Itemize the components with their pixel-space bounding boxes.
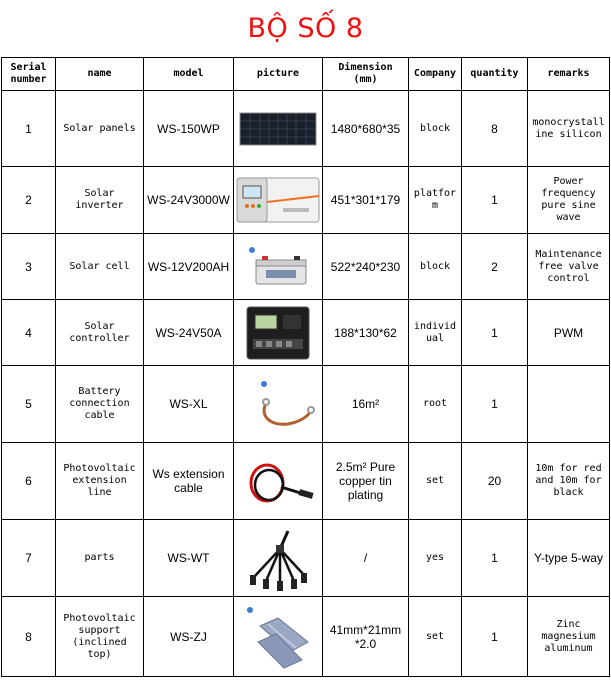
- table-row: [2, 520, 610, 597]
- cell-model: WS-24V3000W: [144, 167, 234, 234]
- cell-name: Battery connection cable: [56, 366, 144, 443]
- cell-remarks: monocrystalline silicon: [528, 91, 610, 167]
- cell-serial: 3: [2, 234, 56, 300]
- cell-quantity: 2: [462, 234, 528, 300]
- mounting-support-image: [238, 602, 318, 672]
- cell-model: WS-XL: [144, 366, 234, 443]
- cell-quantity: 1: [462, 167, 528, 234]
- cell-picture: [234, 443, 323, 520]
- cell-model: WS-12V200AH: [144, 234, 234, 300]
- cell-remarks: Power frequency pure sine wave: [528, 167, 610, 234]
- cell-company: block: [409, 91, 462, 167]
- cell-company: individual: [409, 300, 462, 366]
- page-title: BỘ SỐ 8: [247, 12, 364, 44]
- cell-quantity: 8: [462, 91, 528, 167]
- cell-model: Ws extension cable: [144, 443, 234, 520]
- cell-remarks: [528, 366, 610, 443]
- cell-company: block: [409, 234, 462, 300]
- battery-cable-image: [238, 374, 318, 434]
- header-serial: Serial number: [2, 58, 56, 91]
- cell-dimension: 41mm*21mm *2.0: [323, 597, 409, 677]
- table-row: [2, 234, 610, 300]
- cell-serial: 6: [2, 443, 56, 520]
- cell-model: WS-ZJ: [144, 597, 234, 677]
- cell-name: Photovoltaic support (inclined top): [56, 597, 144, 677]
- table-row: [2, 366, 610, 443]
- cell-serial: 8: [2, 597, 56, 677]
- header-company: Company: [409, 58, 462, 91]
- cell-name: Solar controller: [56, 300, 144, 366]
- cell-picture: [234, 234, 323, 300]
- cell-remarks: Maintenance free valve control: [528, 234, 610, 300]
- cell-serial: 1: [2, 91, 56, 167]
- cell-quantity: 1: [462, 520, 528, 597]
- cell-picture: [234, 597, 323, 677]
- cell-remarks: Y-type 5-way: [528, 520, 610, 597]
- cell-quantity: 20: [462, 443, 528, 520]
- cell-name: Solar panels: [56, 91, 144, 167]
- header-remarks: remarks: [528, 58, 610, 91]
- extension-cable-image: [237, 451, 319, 511]
- cell-company: set: [409, 597, 462, 677]
- cell-model: WS-WT: [144, 520, 234, 597]
- header-row: [2, 58, 610, 91]
- cell-model: WS-150WP: [144, 91, 234, 167]
- cell-name: parts: [56, 520, 144, 597]
- cell-remarks: Zinc magnesium aluminum: [528, 597, 610, 677]
- controller-image: [243, 303, 313, 363]
- cell-picture: [234, 366, 323, 443]
- cell-name: Photovoltaic extension line: [56, 443, 144, 520]
- header-dimension: Dimension (mm): [323, 58, 409, 91]
- cell-serial: 7: [2, 520, 56, 597]
- y-connector-image: [238, 525, 318, 591]
- header-name: name: [56, 58, 144, 91]
- cell-serial: 4: [2, 300, 56, 366]
- cell-picture: [234, 300, 323, 366]
- header-quantity: quantity: [462, 58, 528, 91]
- cell-dimension: 188*130*62: [323, 300, 409, 366]
- header-picture: picture: [234, 58, 323, 91]
- cell-model: WS-24V50A: [144, 300, 234, 366]
- cell-dimension: 451*301*179: [323, 167, 409, 234]
- table-row: [2, 167, 610, 234]
- table-row: [2, 443, 610, 520]
- solar-panel-image: [238, 107, 318, 151]
- cell-company: platform: [409, 167, 462, 234]
- cell-dimension: 1480*680*35: [323, 91, 409, 167]
- cell-serial: 5: [2, 366, 56, 443]
- table-row: [2, 300, 610, 366]
- cell-quantity: 1: [462, 366, 528, 443]
- cell-remarks: PWM: [528, 300, 610, 366]
- header-model: model: [144, 58, 234, 91]
- cell-quantity: 1: [462, 597, 528, 677]
- cell-name: Solar inverter: [56, 167, 144, 234]
- cell-company: root: [409, 366, 462, 443]
- cell-dimension: 2.5m² Pure copper tin plating: [323, 443, 409, 520]
- battery-image: [238, 242, 318, 292]
- cell-quantity: 1: [462, 300, 528, 366]
- cell-picture: [234, 91, 323, 167]
- inverter-image: [235, 172, 321, 228]
- table-row: [2, 91, 610, 167]
- cell-dimension: /: [323, 520, 409, 597]
- cell-dimension: 16m²: [323, 366, 409, 443]
- cell-remarks: 10m for red and 10m for black: [528, 443, 610, 520]
- equipment-table: [1, 57, 610, 677]
- cell-company: set: [409, 443, 462, 520]
- cell-company: yes: [409, 520, 462, 597]
- cell-name: Solar cell: [56, 234, 144, 300]
- cell-serial: 2: [2, 167, 56, 234]
- table-row: [2, 597, 610, 677]
- cell-picture: [234, 520, 323, 597]
- cell-dimension: 522*240*230: [323, 234, 409, 300]
- cell-picture: [234, 167, 323, 234]
